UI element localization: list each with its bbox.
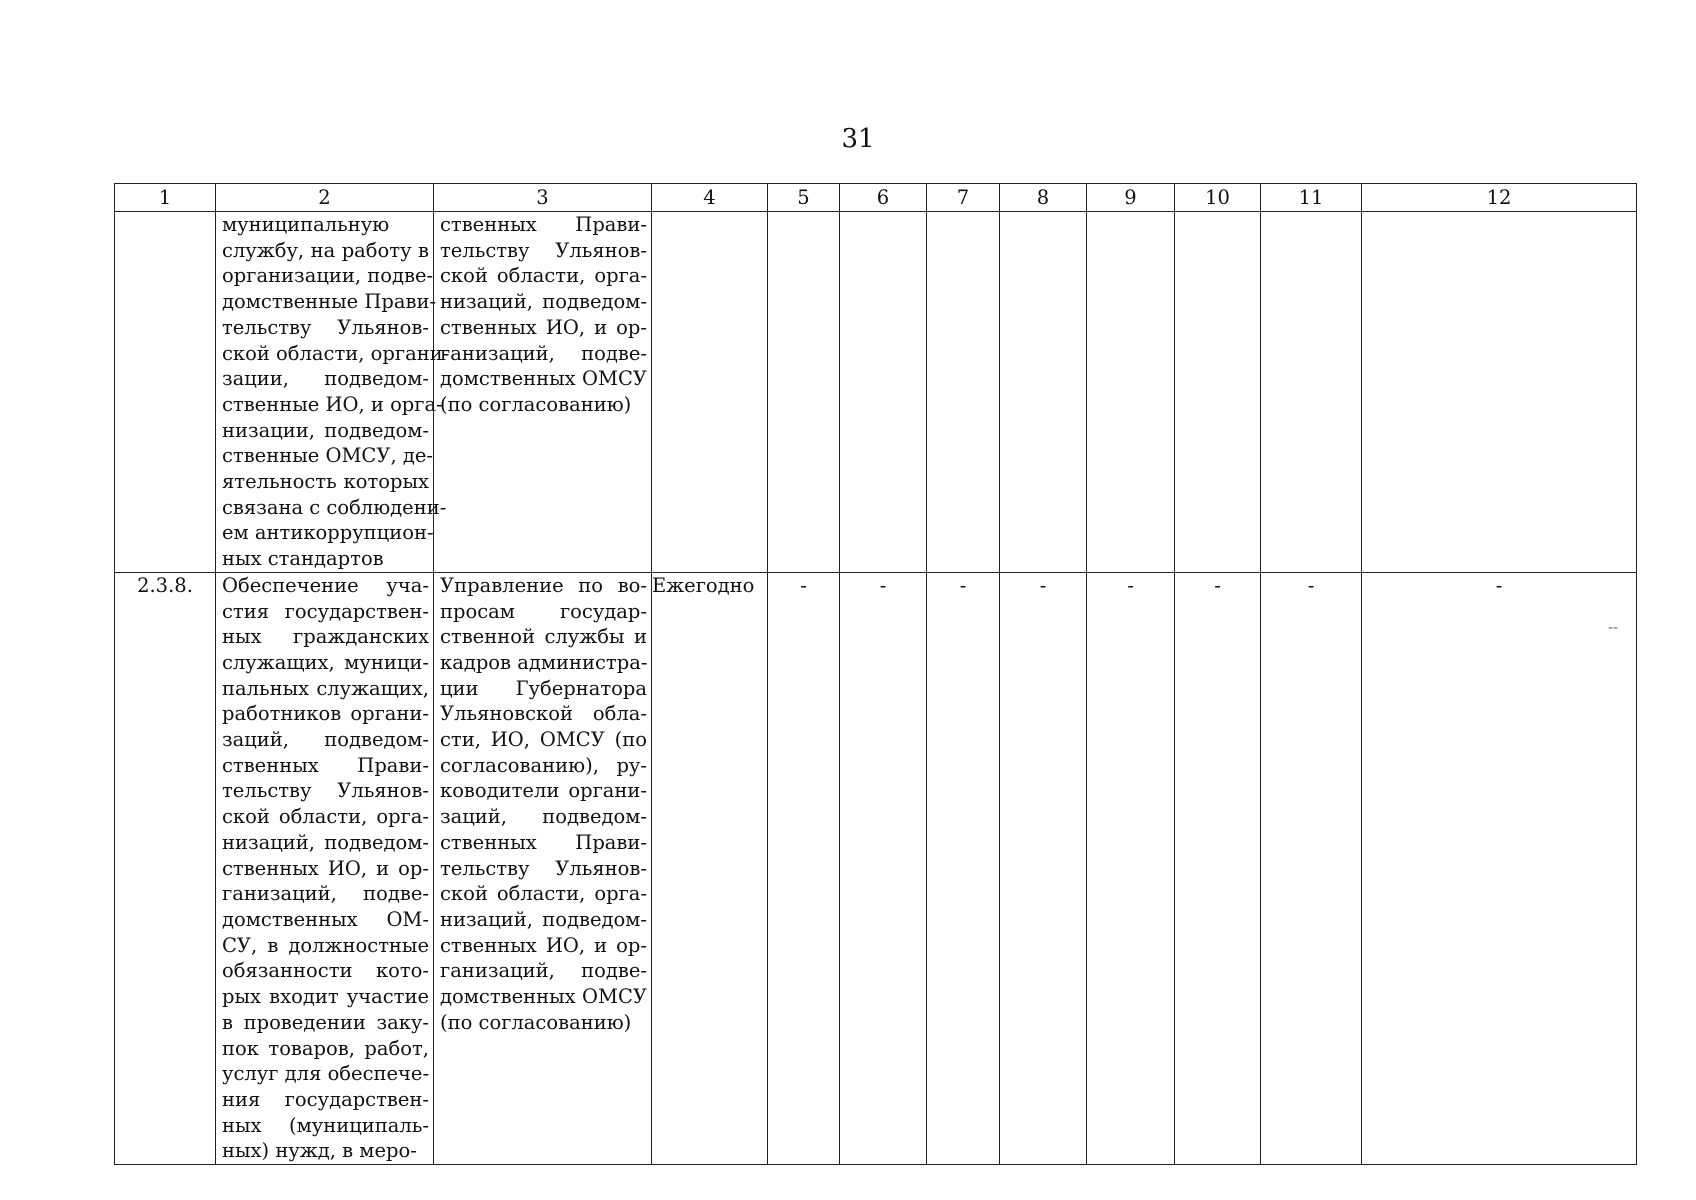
text-line: ской области, орга- bbox=[440, 882, 647, 906]
empty-cell bbox=[1362, 212, 1637, 573]
text-line: ганизаций, подве- bbox=[222, 882, 429, 906]
column-number-row bbox=[115, 184, 1637, 212]
dash-cell: - bbox=[1261, 572, 1362, 1164]
text-line: служащих, муници- bbox=[222, 650, 429, 674]
text-line: тельству Ульянов- bbox=[440, 238, 647, 262]
text-line: ем антикоррупцион- bbox=[222, 521, 434, 545]
text-line: ственные ОМСУ, де- bbox=[222, 444, 433, 468]
text-line: низации, подведом- bbox=[222, 418, 429, 442]
text-line: низаций, подведом- bbox=[440, 907, 647, 931]
text-line: ственных ИО, и ор- bbox=[440, 933, 647, 957]
text-line: заций, подведом- bbox=[222, 728, 429, 752]
text-line: ния государствен- bbox=[222, 1087, 429, 1111]
empty-cell bbox=[652, 212, 768, 573]
text-line: пальных служащих, bbox=[222, 676, 429, 700]
dash-cell: - bbox=[1175, 572, 1261, 1164]
text-line: ководители органи- bbox=[440, 779, 647, 803]
empty-cell bbox=[1261, 212, 1362, 573]
dash-cell: - bbox=[1000, 572, 1087, 1164]
text-line: домственных ОМСУ bbox=[440, 367, 647, 391]
column-number-9: 9 bbox=[1087, 184, 1175, 212]
text-line: тельству Ульянов- bbox=[440, 856, 647, 880]
column-number-6: 6 bbox=[840, 184, 927, 212]
table-row bbox=[115, 572, 1637, 1164]
dash-cell: - bbox=[927, 572, 1000, 1164]
page-number: 31 bbox=[841, 124, 875, 154]
text-line: ственных Прави- bbox=[222, 753, 429, 777]
text-line: услуг для обеспече- bbox=[222, 1062, 430, 1086]
text-line: ганизаций, подве- bbox=[440, 959, 647, 983]
text-line: низаций, подведом- bbox=[222, 830, 429, 854]
empty-cell bbox=[927, 212, 1000, 573]
column-number-1: 1 bbox=[115, 184, 216, 212]
text-line: (по согласованию) bbox=[440, 392, 632, 416]
dash-cell: - bbox=[1087, 572, 1175, 1164]
column-number-5: 5 bbox=[768, 184, 840, 212]
text-line: согласованию), ру- bbox=[440, 753, 647, 777]
column-number-3: 3 bbox=[434, 184, 652, 212]
text-line: ственных ИО, и ор- bbox=[222, 856, 429, 880]
text-line: низаций, подведом- bbox=[440, 290, 647, 314]
column-number-12: 12 bbox=[1362, 184, 1637, 212]
text-line: кадров администра- bbox=[440, 650, 648, 674]
column-number-2: 2 bbox=[216, 184, 434, 212]
row-number-cell bbox=[115, 212, 216, 573]
empty-cell bbox=[768, 212, 840, 573]
text-line: ных (муниципаль- bbox=[222, 1113, 429, 1137]
dash-cell: - bbox=[1362, 572, 1637, 1164]
measure-name-cell bbox=[216, 572, 434, 1164]
responsible-cell bbox=[434, 212, 652, 573]
text-line: работников органи- bbox=[222, 702, 429, 726]
text-line: ятельность которых bbox=[222, 470, 429, 494]
text-line: пок товаров, работ, bbox=[222, 1036, 429, 1060]
table-row bbox=[115, 212, 1637, 573]
text-line: Обеспечение уча- bbox=[222, 573, 429, 597]
text-line: (по согласованию) bbox=[440, 1010, 632, 1034]
text-line: домственные Прави- bbox=[222, 290, 437, 314]
text-line: тельству Ульянов- bbox=[222, 315, 429, 339]
text-line: ской области, орга- bbox=[222, 805, 429, 829]
column-number-7: 7 bbox=[927, 184, 1000, 212]
text-line: просам государ- bbox=[440, 599, 647, 623]
text-line: организации, подве- bbox=[222, 264, 434, 288]
text-line: ственные ИО, и орга- bbox=[222, 392, 443, 416]
responsible-cell bbox=[434, 572, 652, 1164]
empty-cell bbox=[1087, 212, 1175, 573]
text-line: в проведении заку- bbox=[222, 1010, 429, 1034]
text-line: сти, ИО, ОМСУ (по bbox=[440, 728, 647, 752]
text-line: обязанности кото- bbox=[222, 959, 429, 983]
dash-cell: - bbox=[768, 572, 840, 1164]
text-line: ганизаций, подве- bbox=[440, 341, 647, 365]
text-line: Ульяновской обла- bbox=[440, 702, 647, 726]
text-line: Управление по во- bbox=[440, 573, 647, 597]
text-line: ных стандартов bbox=[222, 547, 384, 571]
text-line: ственных Прави- bbox=[440, 213, 647, 236]
frequency-cell: Ежегодно bbox=[652, 572, 768, 1164]
text-line: рых входит участие bbox=[222, 985, 429, 1009]
text-line: заций, подведом- bbox=[440, 805, 647, 829]
text-line: связана с соблюдени- bbox=[222, 495, 447, 519]
text-line: ской области, органи- bbox=[222, 341, 450, 365]
text-line: ных гражданских bbox=[222, 625, 429, 649]
column-number-8: 8 bbox=[1000, 184, 1087, 212]
empty-cell bbox=[840, 212, 927, 573]
column-number-4: 4 bbox=[652, 184, 768, 212]
column-number-10: 10 bbox=[1175, 184, 1261, 212]
text-line: ных) нужд, в меро- bbox=[222, 1139, 417, 1163]
text-line: домственных ОМ- bbox=[222, 907, 429, 931]
column-number-11: 11 bbox=[1261, 184, 1362, 212]
text-line: ской области, орга- bbox=[440, 264, 647, 288]
plan-table bbox=[114, 183, 1637, 1165]
row-number-cell: 2.3.8. bbox=[115, 572, 216, 1164]
margin-mark: -- bbox=[1608, 620, 1619, 636]
text-line: ции Губернатора bbox=[440, 676, 647, 700]
text-line: ственных Прави- bbox=[440, 830, 647, 854]
text-line: службу, на работу в bbox=[222, 238, 429, 262]
text-line: СУ, в должностные bbox=[222, 933, 429, 957]
empty-cell bbox=[1175, 212, 1261, 573]
text-line: домственных ОМСУ bbox=[440, 985, 647, 1009]
text-line: ственных ИО, и ор- bbox=[440, 315, 647, 339]
empty-cell bbox=[1000, 212, 1087, 573]
text-line: ственной службы и bbox=[440, 625, 647, 649]
text-line: муниципальную bbox=[222, 213, 390, 236]
measure-name-cell bbox=[216, 212, 450, 573]
text-line: тельству Ульянов- bbox=[222, 779, 429, 803]
text-line: стия государствен- bbox=[222, 599, 429, 623]
dash-cell: - bbox=[840, 572, 927, 1164]
text-line: зации, подведом- bbox=[222, 367, 429, 391]
